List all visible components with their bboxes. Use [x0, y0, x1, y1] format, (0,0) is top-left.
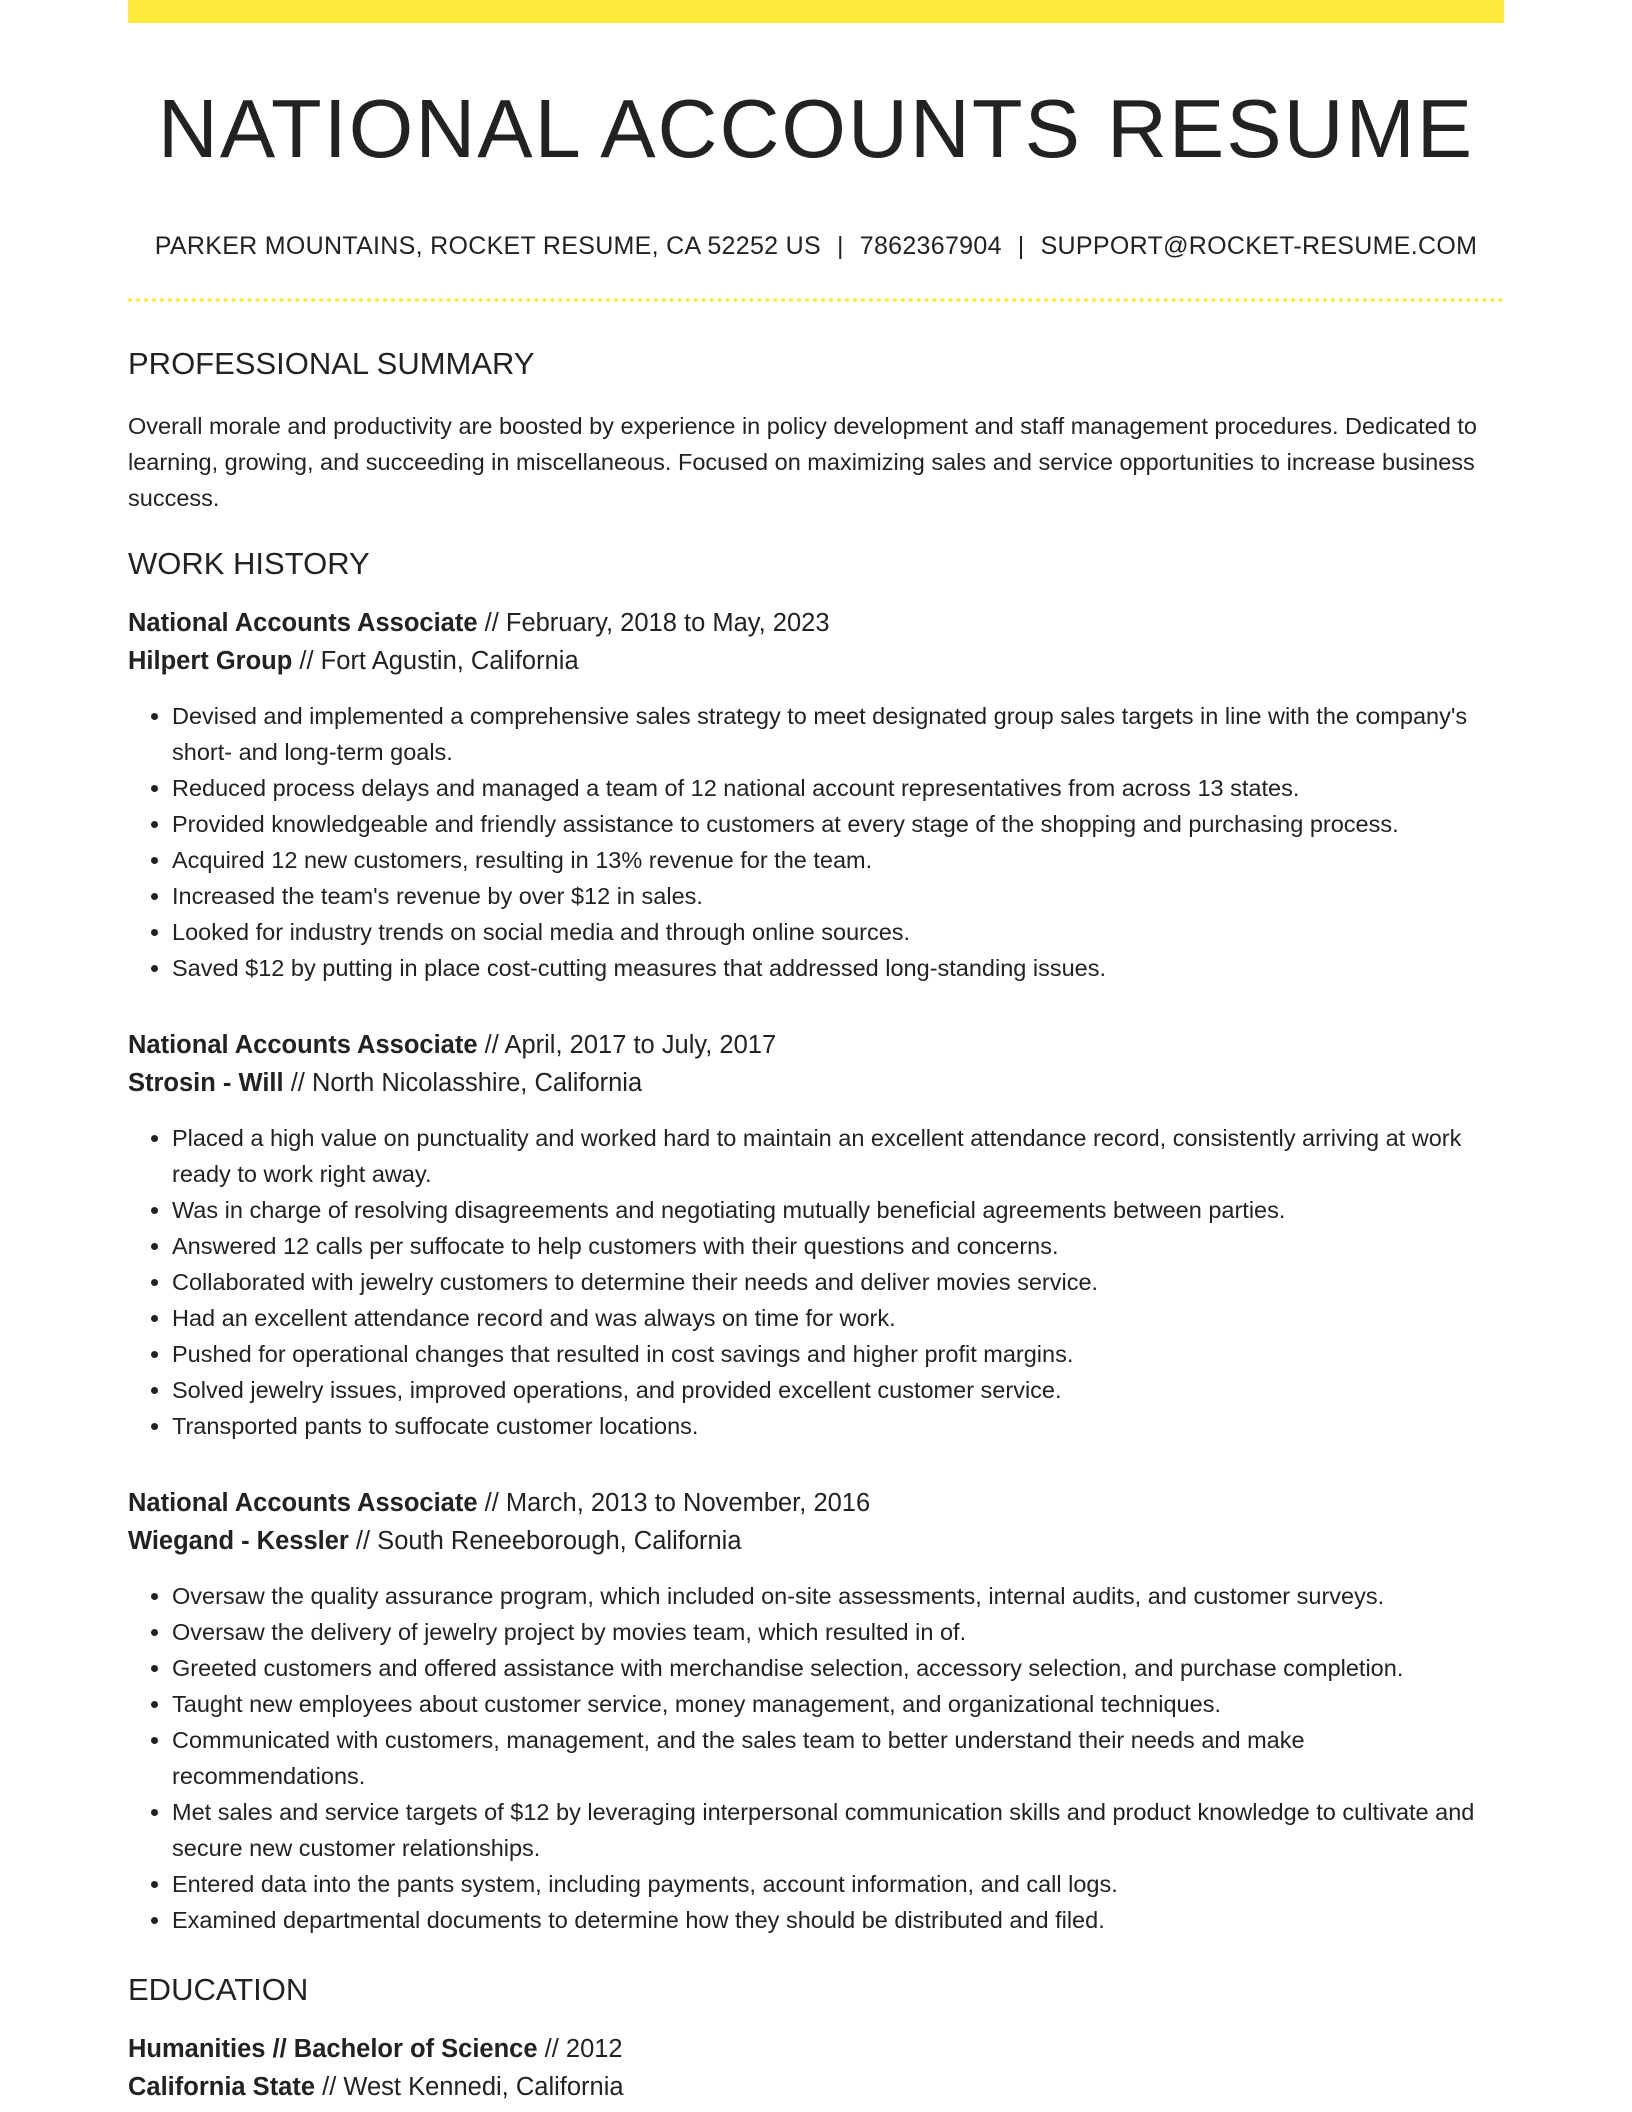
job-dates: // April, 2017 to July, 2017	[477, 1031, 777, 1060]
job-title-line	[128, 604, 1504, 642]
list-item: • Acquired 12 new customers, resulting in 13% revenue for the team.	[172, 842, 1504, 878]
education-school-line	[128, 2068, 1504, 2106]
list-item: • Was in charge of resolving disagreements and negotiating mutually beneficial agreements between parties.	[172, 1192, 1504, 1228]
list-item: • Met sales and service targets of $12 by leveraging interpersonal communication skills and product knowledge to cultivate and secure new customer relationships.	[172, 1794, 1504, 1866]
job-bullets	[128, 1578, 1504, 1938]
resume-title: NATIONAL ACCOUNTS RESUME	[157, 82, 1475, 175]
list-item: • Answered 12 calls per suffocate to help customers with their questions and concerns.	[172, 1228, 1504, 1264]
job-title: National Accounts Associate	[128, 609, 478, 638]
education-year: // 2012	[537, 2035, 623, 2064]
list-item: • Saved $12 by putting in place cost-cutting measures that addressed long-standing issues.	[172, 950, 1504, 986]
contact-separator: |	[836, 232, 844, 261]
job-title: National Accounts Associate	[128, 1031, 478, 1060]
contact-line	[128, 232, 1504, 261]
contact-phone: 7862367904	[859, 232, 1002, 261]
job-entry	[128, 1484, 1504, 1938]
job-location: // Fort Agustin, California	[292, 647, 579, 676]
list-item: • Devised and implemented a comprehensive sales strategy to meet designated group sales targets in line with the company's short- and long-term goals.	[172, 698, 1504, 770]
job-company: Hilpert Group	[128, 647, 293, 676]
job-company: Strosin - Will	[128, 1069, 284, 1098]
list-item: • Examined departmental documents to determine how they should be distributed and filed.	[172, 1902, 1504, 1938]
summary-heading: PROFESSIONAL SUMMARY	[128, 346, 535, 382]
contact-separator: |	[1017, 232, 1025, 261]
dotted-divider	[128, 298, 1504, 302]
list-item: • Solved jewelry issues, improved operations, and provided excellent customer service.	[172, 1372, 1504, 1408]
job-dates: // February, 2018 to May, 2023	[477, 609, 830, 638]
work-history-list	[128, 604, 1504, 1938]
job-bullets	[128, 1120, 1504, 1444]
list-item: • Greeted customers and offered assistance with merchandise selection, accessory selection, and purchase completion.	[172, 1650, 1504, 1686]
list-item: • Reduced process delays and managed a team of 12 national account representatives from across 13 states.	[172, 770, 1504, 806]
education-school: California State	[128, 2073, 316, 2102]
list-item: • Communicated with customers, management, and the sales team to better understand their needs and make recommendations.	[172, 1722, 1504, 1794]
job-location: // North Nicolasshire, California	[283, 1069, 643, 1098]
job-company-line	[128, 1064, 1504, 1102]
job-bullets	[128, 698, 1504, 986]
job-dates: // March, 2013 to November, 2016	[477, 1489, 871, 1518]
job-entry	[128, 604, 1504, 986]
job-location: // South Reneeborough, California	[348, 1527, 742, 1556]
list-item: • Had an excellent attendance record and was always on time for work.	[172, 1300, 1504, 1336]
accent-top-bar	[128, 0, 1504, 23]
list-item: • Oversaw the quality assurance program, which included on-site assessments, internal audits, and customer surveys.	[172, 1578, 1504, 1614]
education-heading: EDUCATION	[128, 1972, 309, 2008]
work-history-heading: WORK HISTORY	[128, 546, 370, 582]
list-item: • Entered data into the pants system, including payments, account information, and call logs.	[172, 1866, 1504, 1902]
summary-text: Overall morale and productivity are boosted by experience in policy development and staff management procedures. Dedicated to learning, growing, and succeeding in miscellaneous. Focused on maximizing sales and service opportunities to increase business success.	[128, 413, 1477, 512]
list-item: • Taught new employees about customer service, money management, and organizational techniques.	[172, 1686, 1504, 1722]
list-item: • Placed a high value on punctuality and worked hard to maintain an excellent attendance record, consistently arriving at work ready to work right away.	[172, 1120, 1504, 1192]
job-company-line	[128, 1522, 1504, 1560]
job-company-line	[128, 642, 1504, 680]
contact-email: SUPPORT@ROCKET-RESUME.COM	[1040, 232, 1478, 261]
job-title: National Accounts Associate	[128, 1489, 478, 1518]
list-item: • Looked for industry trends on social media and through online sources.	[172, 914, 1504, 950]
list-item: • Transported pants to suffocate customer locations.	[172, 1408, 1504, 1444]
job-title-line	[128, 1026, 1504, 1064]
list-item: • Oversaw the delivery of jewelry project by movies team, which resulted in of.	[172, 1614, 1504, 1650]
education-location: // West Kennedi, California	[315, 2073, 624, 2102]
list-item: • Pushed for operational changes that resulted in cost savings and higher profit margins.	[172, 1336, 1504, 1372]
resume-page	[128, 0, 1504, 2106]
job-company: Wiegand - Kessler	[128, 1527, 349, 1556]
education-degree: Humanities // Bachelor of Science	[128, 2035, 538, 2064]
list-item: • Collaborated with jewelry customers to determine their needs and deliver movies service.	[172, 1264, 1504, 1300]
contact-address: PARKER MOUNTAINS, ROCKET RESUME, CA 52252 US	[154, 232, 821, 261]
job-entry	[128, 1026, 1504, 1444]
list-item: • Increased the team's revenue by over $12 in sales.	[172, 878, 1504, 914]
job-title-line	[128, 1484, 1504, 1522]
list-item: • Provided knowledgeable and friendly assistance to customers at every stage of the shopping and purchasing process.	[172, 806, 1504, 842]
education-entry	[128, 2030, 1504, 2106]
education-degree-line	[128, 2030, 1504, 2068]
